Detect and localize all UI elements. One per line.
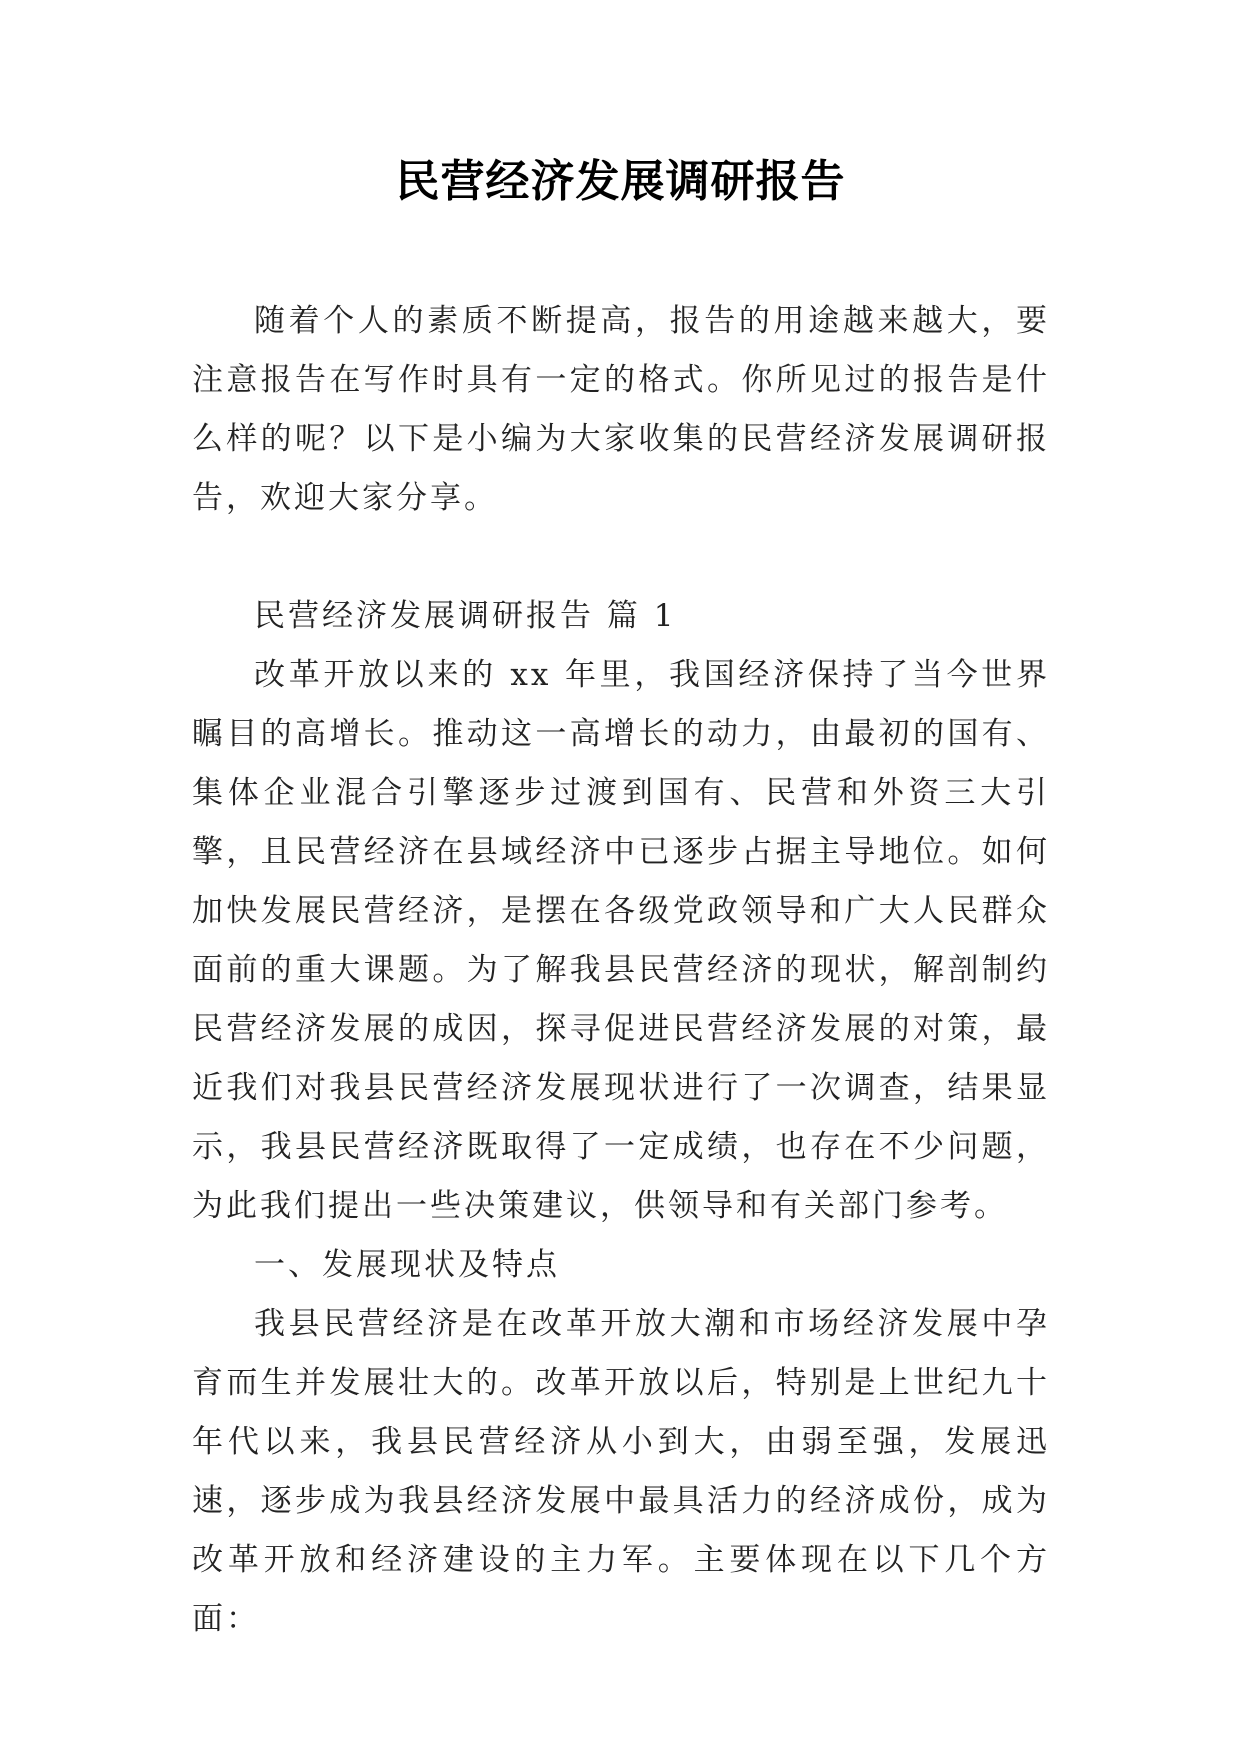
body-paragraph: 改革开放以来的 xx 年里，我国经济保持了当今世界瞩目的高增长。推动这一高增长的动力，由最初的国有、集体企业混合引擎逐步过渡到国有、民营和外资三大引擎，且民营经济在县域经济中已逐步占据主导地位。如何加快发展民营经济，是摆在各级党政领导和广大人民群众面前的重大课题。为了解我县民营经济的现状，解剖制约民营经济发展的成因，探寻促进民营经济发展的对策，最近我们对我县民营经济发展现状进行了一次调查，结果显示，我县民营经济既取得了一定成绩，也存在不少问题，为此我们提出一些决策建议，供领导和有关部门参考。 <box>192 657 1050 1224</box>
intro-paragraph: 随着个人的素质不断提高，报告的用途越来越大，要注意报告在写作时具有一定的格式。你所见过的报告是什么样的呢？以下是小编为大家收集的民营经济发展调研报告，欢迎大家分享。 <box>192 303 1050 516</box>
body-paragraph: 我县民营经济是在改革开放大潮和市场经济发展中孕育而生并发展壮大的。改革开放以后，特别是上世纪九十年代以来，我县民营经济从小到大，由弱至强，发展迅速，逐步成为我县经济发展中最具活力的经济成份，成为改革开放和经济建设的主力军。主要体现在以下几个方面： <box>192 1306 1050 1637</box>
document-body <box>192 292 1050 1649</box>
section-heading: 民营经济发展调研报告 篇 1 <box>254 598 677 634</box>
subsection-heading: 一、发展现状及特点 <box>254 1247 560 1283</box>
document-title: 民营经济发展调研报告 <box>395 156 846 207</box>
